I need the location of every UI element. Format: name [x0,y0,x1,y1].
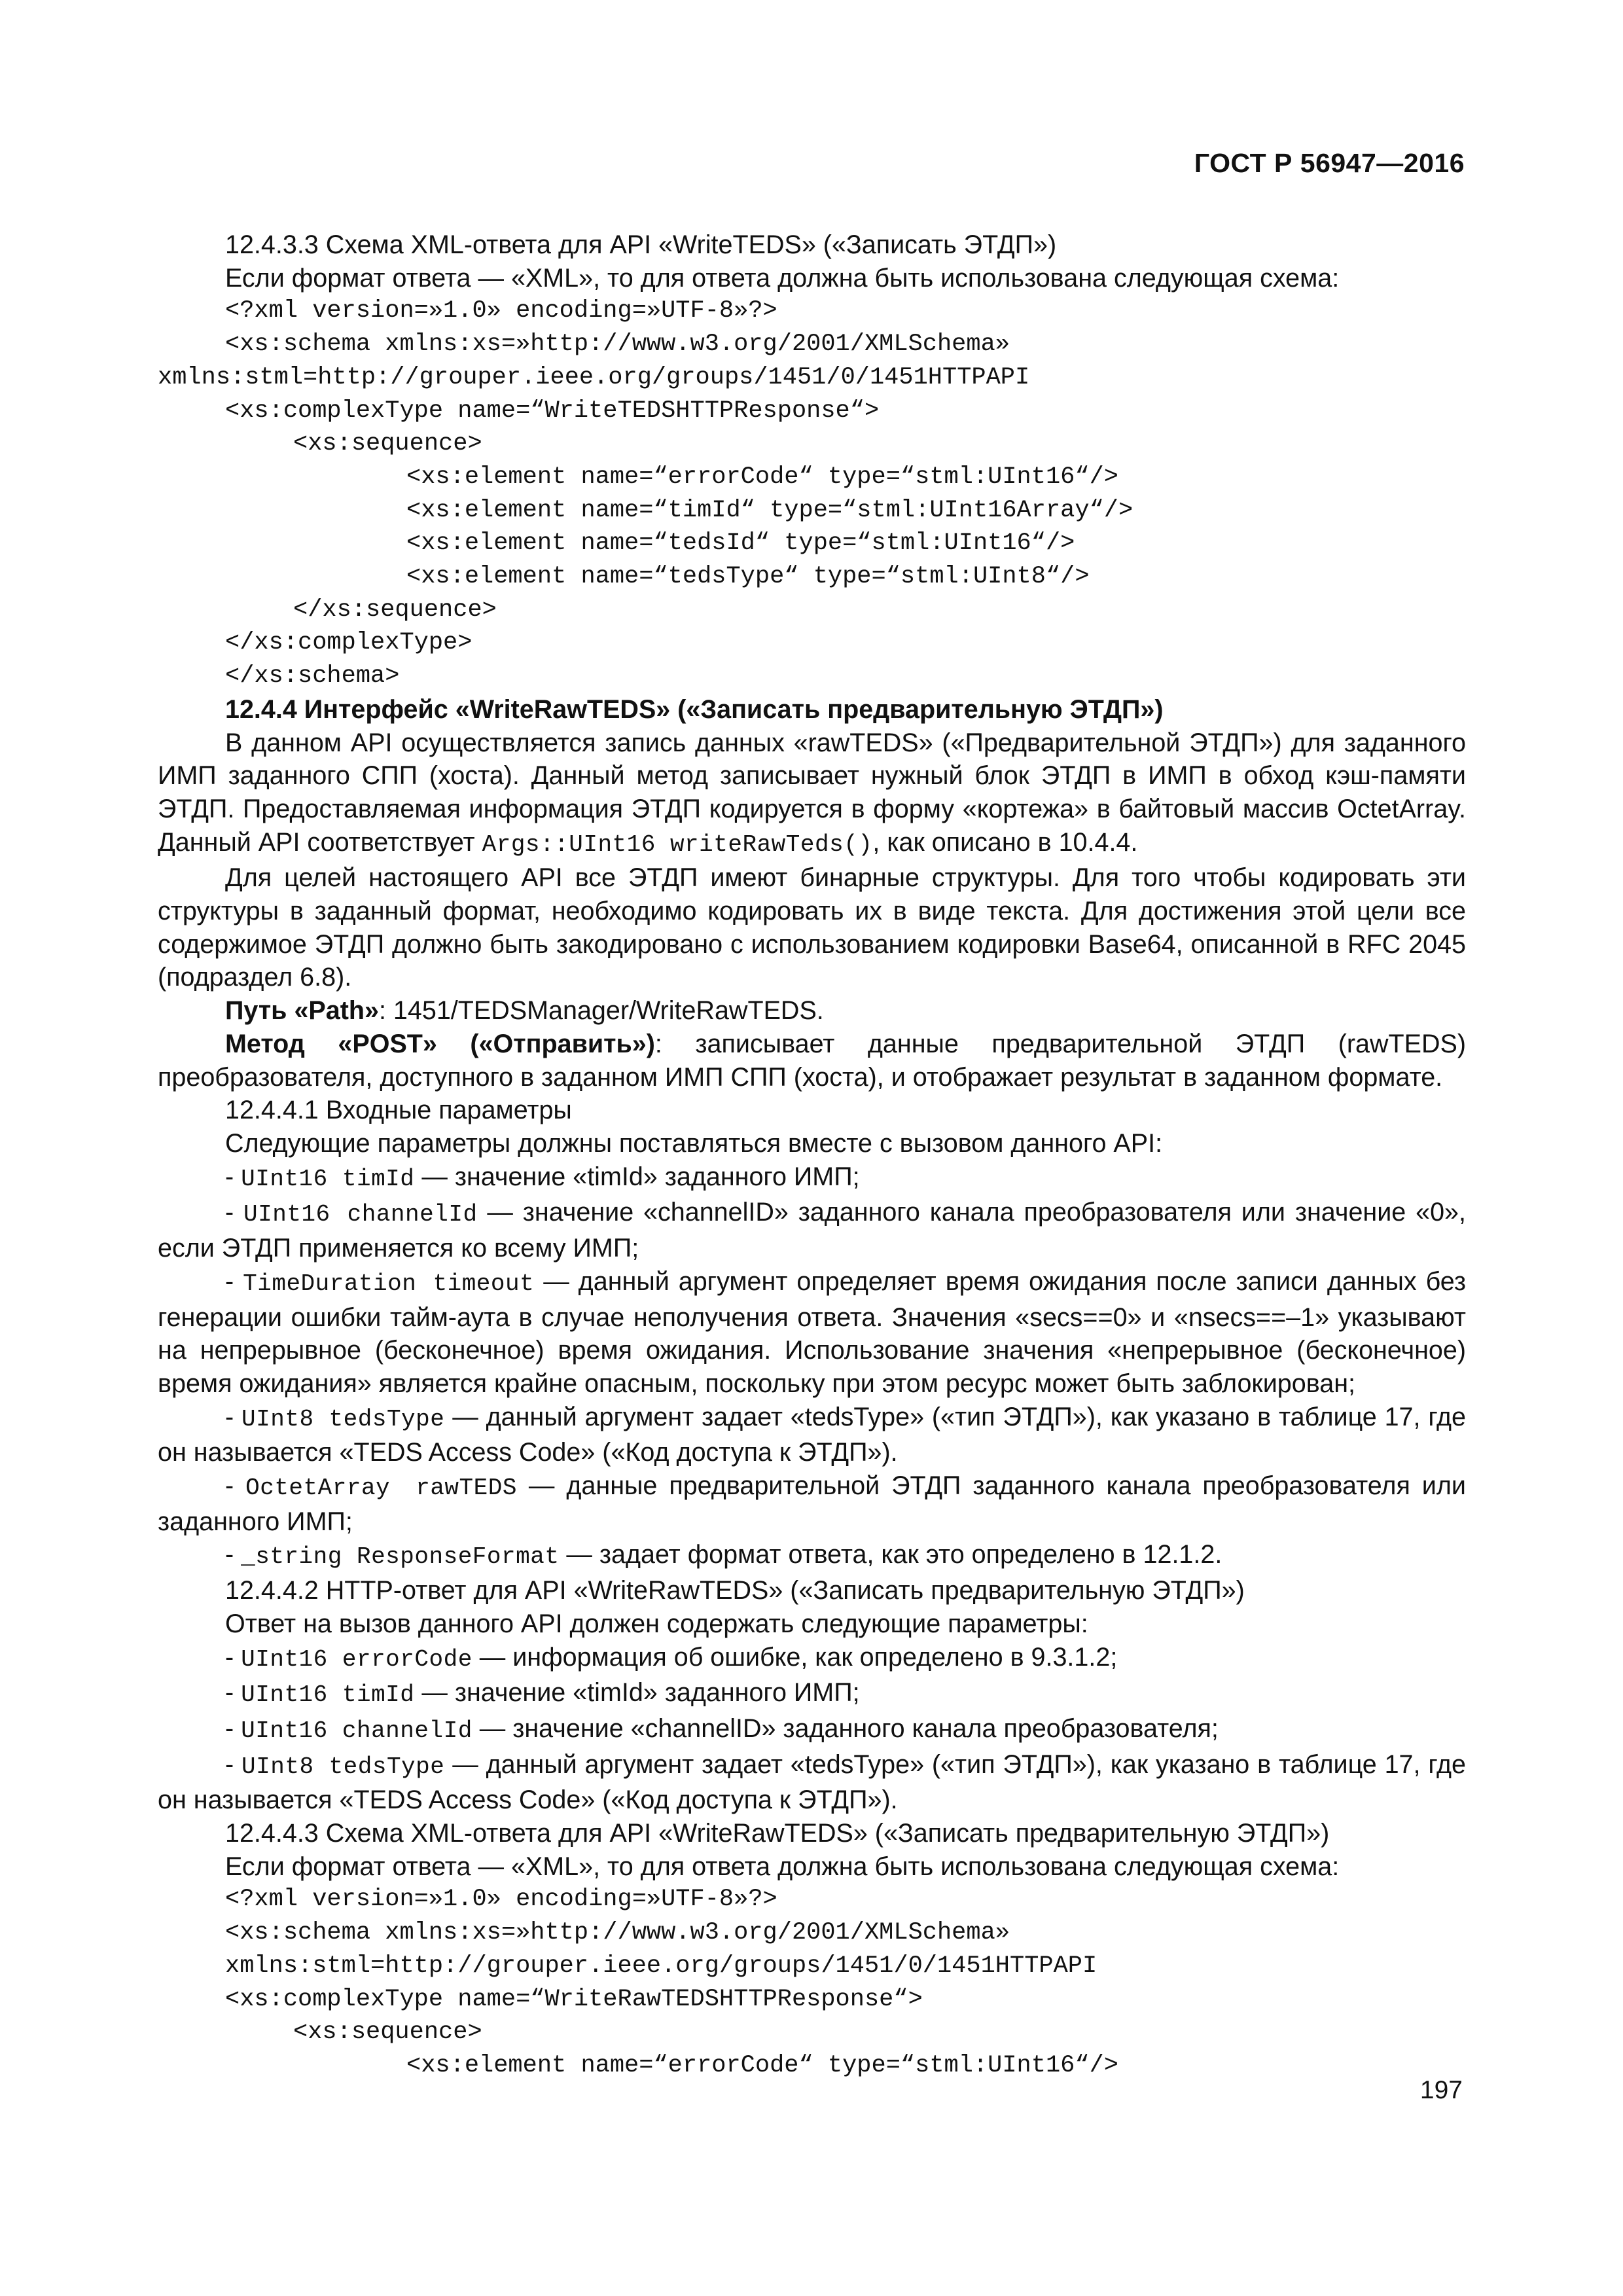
code-line: <?xml version=»1.0» encoding=»UTF-8»?> [225,1886,777,1914]
code-line: <xs:element name=“timId“ type=“stml:UInt16Array“/> [406,496,1133,524]
path-value: : 1451/TEDSManager/WriteRawTEDS. [378,996,824,1026]
section-12-4-4-2-title: 12.4.4.2 HTTP-ответ для API «WriteRawTEDS» («Записать предварительную ЭТДП») [225,1576,1245,1605]
param-item: - UInt16 timId — значение «timId» заданного ИМП; [225,1678,860,1709]
code-line: <xs:element name=“tedsType“ type=“stml:UInt8“/> [406,563,1090,591]
method-line: Метод «POST» («Отправить»): записывает данные предварительной ЭТДП (rawTEDS) преобразователя, доступного в заданном ИМП СПП (хоста), и отображает результат в заданном формате. [158,1029,1466,1092]
code-line: </xs:schema> [225,662,400,691]
path-line [158,994,1466,1028]
param-item: - UInt16 errorCode — информация об ошибке, как определено в 9.3.1.2; [225,1642,1118,1673]
code-line: xmlns:stml=http://grouper.ieee.org/groups/1451/0/1451HTTPAPI [225,1952,1097,1980]
param-item: - UInt16 channelId — значение «channelID» заданного канала преобразователя или значение «0», если ЭТДП применяется ко всему ИМП; [158,1198,1466,1263]
param-item: - _string ResponseFormat — задает формат ответа, как это определено в 12.1.2. [225,1540,1222,1571]
section-12-4-4-2-intro: Ответ на вызов данного API должен содержать следующие параметры: [225,1609,1088,1638]
code-line: <xs:element name=“tedsId“ type=“stml:UInt16“/> [406,529,1075,558]
code-line: <xs:complexType name=“WriteTEDSHTTPResponse“> [225,397,880,425]
code-line: </xs:sequence> [293,596,497,624]
document-standard-id: ГОСТ Р 56947—2016 [1194,148,1465,178]
param-item: - UInt8 tedsType — данный аргумент задает «tedsType» («тип ЭТДП»), как указано в таблице 17, где он называется «TEDS Access Code» («Код доступа к ЭТДП»). [158,1402,1466,1467]
method-label: Метод «POST» («Отправить») [225,1029,655,1058]
param-item: - UInt16 timId — значение «timId» заданного ИМП; [225,1162,860,1193]
code-line: xmlns:stml=http://grouper.ieee.org/groups/1451/0/1451HTTPAPI [158,363,1030,391]
code-line: <xs:schema xmlns:xs=»http://www.w3.org/2001/XMLSchema» [225,1919,1010,1947]
code-line: <xs:element name=“errorCode“ type=“stml:UInt16“/> [406,2051,1118,2079]
param-item: - UInt8 tedsType — данный аргумент задает «tedsType» («тип ЭТДП»), как указано в таблице 17, где он называется «TEDS Access Code» («Код доступа к ЭТДП»). [158,1749,1466,1815]
inline-code: Args::UInt16 writeRawTeds() [482,831,873,858]
xml-schema-writerawteds [158,1883,1466,2082]
section-12-4-3-3-intro: Если формат ответа — «XML», то для ответа должна быть использована следующая схема: [225,263,1340,293]
xml-schema-writeteds [158,295,1466,692]
code-line: <xs:schema xmlns:xs=»http://www.w3.org/2001/XMLSchema» [225,331,1010,359]
section-12-4-4-heading: 12.4.4 Интерфейс «WriteRawTEDS» («Записать предварительную ЭТДП») [225,694,1164,724]
param-item: - UInt16 channelId — значение «channelID» заданного канала преобразователя; [225,1713,1219,1744]
section-12-4-4-3-title: 12.4.4.3 Схема XML-ответа для API «WriteRawTEDS» («Записать предварительную ЭТДП») [225,1819,1330,1848]
section-12-4-4-1-title: 12.4.4.1 Входные параметры [225,1096,572,1125]
code-line: <xs:sequence> [293,430,482,458]
param-item: - TimeDuration timeout — данный аргумент определяет время ожидания после записи данных без генерации ошибки тайм-аута в случае неполучения ответа. Значения «secs==0» и «nsecs==–1» указывают на непрерывное (бесконечное) время ожидания. Использование значения «непрерывное (бесконечное) время ожидания» является крайне опасным, поскольку при этом ресурс может быть заблокирован; [158,1266,1466,1398]
section-12-4-3-3-title: 12.4.3.3 Схема XML-ответа для API «WriteTEDS» («Записать ЭТДП») [225,230,1057,259]
paragraph: В данном API осуществляется запись данных «rawTEDS» («Предварительной ЭТДП») для заданного ИМП заданного СПП (хоста). Данный метод записывает нужный блок ЭТДП в ИМП в обход кэш-памяти ЭТДП. Предоставляемая информация ЭТДП кодируется в форму «кортежа» в байтовый массив OctetArray. Данный API соответствует Args::UInt16 writeRawTeds(), как описано в 10.4.4. [158,728,1466,858]
paragraph: Для целей настоящего API все ЭТДП имеют бинарные структуры. Для того чтобы кодировать эти структуры в заданный формат, необходимо кодировать их в виде текста. Для достижения этой цели все содержимое ЭТДП должно быть закодировано с использованием кодировки Base64, описанной в RFC 2045 (подраздел 6.8). [158,863,1466,992]
code-line: <?xml version=»1.0» encoding=»UTF-8»?> [225,297,777,325]
page-number: 197 [1419,2076,1463,2104]
code-line: </xs:complexType> [225,629,473,657]
code-line: <xs:complexType name=“WriteRawTEDSHTTPResponse“> [225,1985,923,2013]
section-12-4-4-3-intro: Если формат ответа — «XML», то для ответа должна быть использована следующая схема: [225,1852,1340,1881]
section-12-4-4-1-intro: Следующие параметры должны поставляться вместе с вызовом данного API: [225,1128,1163,1158]
path-label: Путь «Path» [225,996,379,1026]
param-item: - OctetArray rawTEDS — данные предварительной ЭТДП заданного канала преобразователя или заданного ИМП; [158,1471,1466,1536]
code-line: <xs:element name=“errorCode“ type=“stml:UInt16“/> [406,463,1118,491]
page-content [158,228,1466,2083]
code-line: <xs:sequence> [293,2018,482,2047]
